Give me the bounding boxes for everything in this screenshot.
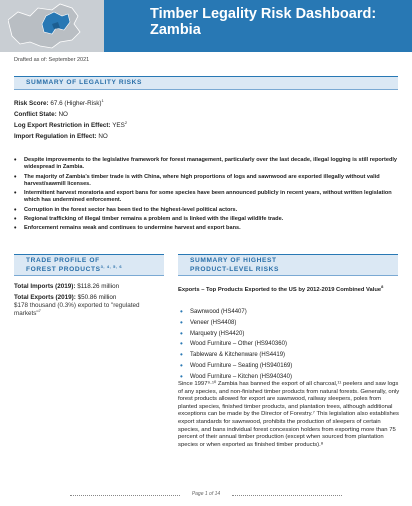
list-item: • Regional trafficking of illegal timber remains a problem and is linked with the illegal wildlife trade. [14, 216, 398, 223]
import-regulation-row [14, 133, 108, 141]
exports-list-title-text: Exports – Top Products Exported to the US by 2012-2019 Combined Value [178, 287, 382, 293]
footer-divider-right [232, 495, 342, 496]
legality-bullet-list [14, 157, 398, 235]
exports-note [14, 302, 164, 318]
section-heading-highest-risks [178, 254, 398, 276]
exports-note-footnote: 7 [38, 307, 41, 313]
list-item: • Enforcement remains weak and continues to undermine harvest and export bans. [14, 225, 398, 232]
section-heading-legality: SUMMARY OF LEGALITY RISKS [14, 76, 398, 90]
page-number: Page 1 of 14 [191, 491, 221, 497]
list-item: • Wood Furniture – Seating (HS940169) [178, 361, 400, 372]
risks-heading-line2: PRODUCT-LEVEL RISKS [190, 265, 279, 273]
export-ban-paragraph: Since 1997⁹·¹⁰ Zambia has banned the export of all charcoal,¹¹ peelers and saw logs of any species, and non-finished timber products from natural forests. Generally, only forest products allowed for export are sawnwood, railway sleepers, poles from planted species, finished timber products, and plantation trees, although additional exceptions can be made by the Director of Forestry.⁷ This legislation also establishes export standards for sawnwood, prohibits the production of sleepers of certain species, and bans individual forest concession holders from exporting more than 75 percent of their annual timber production (except when sourced from plantation species or when exported as finished timber products).⁸ [178, 381, 400, 448]
trade-heading-line1: TRADE PROFILE OF [26, 257, 100, 264]
list-item: • Wood Furniture – Kitchen (HS940340) [178, 372, 400, 383]
list-item: • Corruption in the forest sector has been tied to the highest-level political actors. [14, 207, 398, 214]
total-imports-label: Total Imports (2019): [14, 283, 76, 290]
list-item: • Wood Furniture – Other (HS940360) [178, 339, 400, 350]
risks-heading-line1: SUMMARY OF HIGHEST [190, 257, 277, 264]
log-export-value: YES [112, 122, 125, 129]
log-export-footnote: 2 [124, 119, 128, 125]
total-imports-value: $118.26 million [77, 283, 120, 290]
exports-list-footnote: 8 [381, 284, 384, 290]
list-item: • The majority of Zambia’s timber trade is with China, where high proportions of logs and sawnwood are exported illegally without valid harvest/sawmill licenses. [14, 174, 398, 189]
list-item: • Veneer (HS4408) [178, 318, 400, 329]
top-exports-list [178, 307, 400, 383]
exports-note-text: $178 thousand (0.3%) exported to "regulated markets" [14, 302, 140, 317]
page-footer [0, 491, 412, 501]
trade-heading-footnotes: 3, 4, 5, 6 [100, 263, 123, 269]
header-banner [0, 0, 412, 52]
trade-heading-line2: FOREST PRODUCTS [26, 265, 101, 273]
page-title: Timber Legality Risk Dashboard: Zambia [150, 6, 377, 38]
exports-list-title [178, 284, 400, 295]
import-regulation-label: Import Regulation in Effect: [14, 133, 97, 140]
conflict-state-value: NO [58, 111, 68, 118]
drafted-date: Drafted as of: September 2021 [14, 57, 90, 63]
log-export-row [14, 119, 128, 130]
list-item: • Marquetry (HS4420) [178, 329, 400, 340]
total-exports-value: $50.86 million [77, 294, 117, 301]
conflict-state-label: Conflict State: [14, 111, 57, 118]
list-item: • Sawnwood (HS4407) [178, 307, 400, 318]
section-heading-trade-profile [14, 254, 164, 276]
list-item: • Despite improvements to the legislative framework for forest management, particularly over the last decade, illegal logging is still reportedly widespread in Zambia. [14, 157, 398, 172]
risk-score-footnote: 1 [101, 97, 104, 103]
trade-profile-body [14, 283, 164, 318]
list-item: • Intermittent harvest moratoria and export bans for some species have been announced publicly in recent years, without written legislation which has undermined enforcement. [14, 190, 398, 205]
risk-score-label: Risk Score: [14, 100, 49, 107]
risk-score-row [14, 97, 104, 108]
list-item: • Tableware & Kitchenware (HS4419) [178, 350, 400, 361]
total-exports-row [14, 294, 164, 302]
total-imports-row [14, 283, 164, 291]
conflict-state-row [14, 111, 68, 119]
import-regulation-value: NO [98, 133, 108, 140]
total-exports-label: Total Exports (2019): [14, 294, 76, 301]
risk-score-value: 67.6 (Higher-Risk) [50, 100, 102, 107]
log-export-label: Log Export Restriction in Effect: [14, 122, 111, 129]
zambia-map-icon [8, 2, 108, 50]
